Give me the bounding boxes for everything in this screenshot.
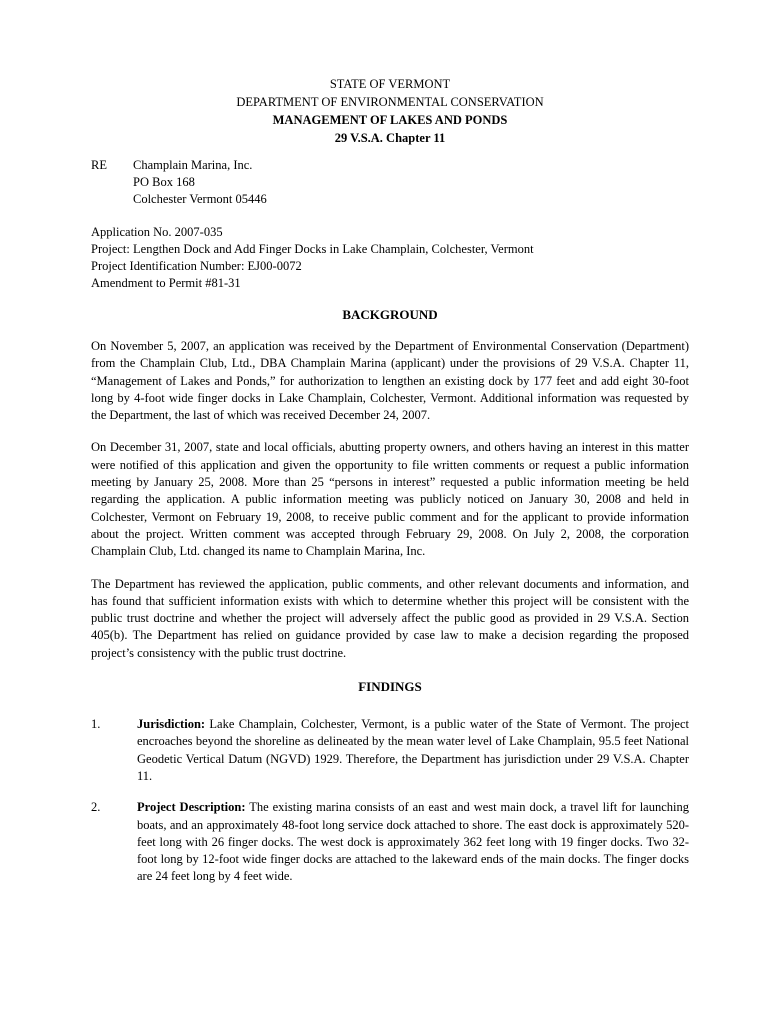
re-address [133,157,267,208]
re-block [91,157,689,208]
amendment-line: Amendment to Permit #81-31 [91,276,241,290]
project-id: Project Identification Number: EJ00-0072 [91,259,302,273]
document-header [91,75,689,147]
finding-number: 1. [91,717,101,732]
finding-title: Project Description: [137,800,246,815]
header-statute: 29 V.S.A. Chapter 11 [334,131,446,145]
re-address-line: PO Box 168 [133,175,195,189]
background-heading: BACKGROUND [342,307,438,322]
finding-title: Jurisdiction: [137,717,206,732]
re-address-line: Champlain Marina, Inc. [133,158,253,172]
finding-text: The existing marina consists of an east and west main dock, a travel lift for launching boats, and an approximately 48-foot long service dock attached to shore. The east dock is approximately 520-feet long with 26 finger docks. The west dock is approximately 362 feet long with 19 finger docks. Two 32-foot long by 12-foot wide finger docks are attached to the lakeward ends of the main docks. The finger docks are 24 feet long by 4 feet wide. [137,800,689,884]
document-page [91,75,689,886]
findings-heading: FINDINGS [358,679,422,695]
background-paragraph: On November 5, 2007, an application was received by the Department of Environmental Conservation (Department) from the Champlain Club, Ltd., DBA Champlain Marina (applicant) under the provisions of 29 V.S.A. Chapter 11, “Management of Lakes and Ponds,” for authorization to lengthen an existing dock by 177 feet and add eight 30-foot long by 4-foot wide finger docks in Lake Champlain, Colchester, Vermont. Additional information was requested by the Department, the last of which was received December 24, 2007. [91,339,689,423]
header-state: STATE OF VERMONT [329,77,451,91]
header-division: MANAGEMENT OF LAKES AND PONDS [272,113,508,127]
re-label: RE [91,158,107,172]
background-paragraph: The Department has reviewed the application, public comments, and other relevant documents and information, and has found that sufficient information exists with which to determine whether this project will be consistent with the public trust doctrine and whether the project will adversely affect the public good as provided in 29 V.S.A. Section 405(b). The Department has relied on guidance provided by case law to make a decision regarding the proposed project’s consistency with the public trust doctrine. [91,576,689,660]
re-address-line: Colchester Vermont 05446 [133,192,267,206]
finding-text: Lake Champlain, Colchester, Vermont, is a public water of the State of Vermont. The project encroaches beyond the shoreline as delineated by the mean water level of Lake Champlain, 95.5 feet National Geodetic Vertical Datum (NGVD) 1929. Therefore, the Department has jurisdiction under 29 V.S.A. Chapter 11. [137,717,689,783]
background-paragraph: On December 31, 2007, state and local officials, abutting property owners, and others having an interest in this matter were notified of this application and given the opportunity to file written comments or request a public information meeting by January 25, 2008. More than 25 “persons in interest” requested a public information meeting be held regarding the application. A public information meeting was publicly noticed on January 30, 2008 and held in Colchester, Vermont on February 19, 2008, to receive public comment and for the applicant to provide information about the project. Written comment was accepted through February 29, 2008. On July 2, 2008, the corporation Champlain Club, Ltd. changed its name to Champlain Marina, Inc. [91,440,689,559]
header-department: DEPARTMENT OF ENVIRONMENTAL CONSERVATION [236,95,544,109]
finding-body [137,716,689,785]
application-number: Application No. 2007-035 [91,225,223,239]
finding-body [137,799,689,885]
application-info [91,224,689,292]
finding-number: 2. [91,800,101,815]
finding-item [91,799,689,885]
project-line: Project: Lengthen Dock and Add Finger Docks in Lake Champlain, Colchester, Vermont [91,242,534,256]
finding-item [91,716,689,785]
